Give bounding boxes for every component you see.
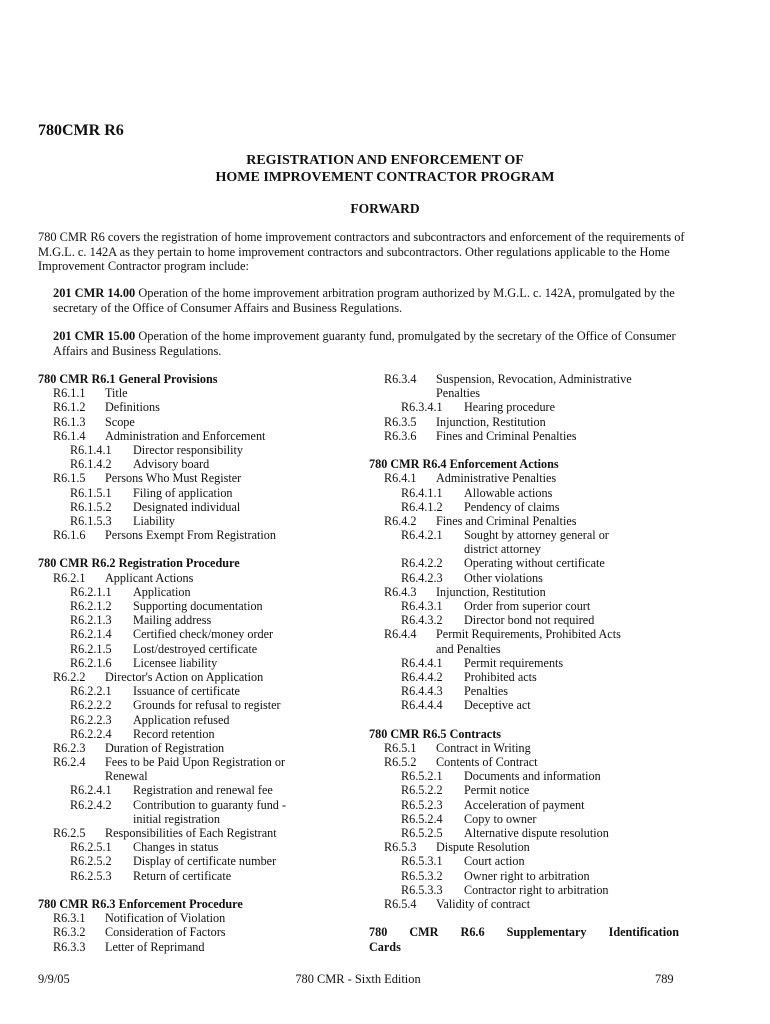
toc-entry-title: Changes in status bbox=[133, 840, 219, 855]
toc-entry-number: R6.3.4.1 bbox=[401, 400, 443, 415]
toc-entry-title: Contents of Contract bbox=[436, 755, 538, 770]
toc-entry bbox=[38, 656, 358, 670]
document-header: 780CMR R6 bbox=[38, 122, 124, 139]
toc-entry bbox=[369, 500, 687, 514]
footer-page-number: 789 bbox=[655, 972, 674, 986]
toc-entry bbox=[38, 713, 358, 727]
toc-entry-title: Validity of contract bbox=[436, 896, 531, 911]
toc-entry-title: Administration and Enforcement bbox=[105, 428, 266, 443]
toc-entry-number: R6.4.2.3 bbox=[401, 570, 443, 585]
toc-entry bbox=[369, 840, 687, 854]
toc-entry bbox=[369, 429, 687, 443]
toc-entry bbox=[38, 415, 358, 429]
toc-entry-number: R6.4.1.1 bbox=[401, 485, 443, 500]
toc-entry bbox=[38, 698, 358, 712]
toc-entry-number: R6.2.1.4 bbox=[70, 627, 112, 642]
toc-entry-number: R6.5.2.3 bbox=[401, 797, 443, 812]
toc-entry bbox=[369, 698, 687, 712]
toc-entry-number: R6.5.2.4 bbox=[401, 811, 443, 826]
toc-entry-number: R6.1.3 bbox=[53, 414, 86, 429]
toc-entry bbox=[38, 514, 358, 528]
toc-entry-title: Contract in Writing bbox=[436, 740, 531, 755]
toc-entry-title: Fees to be Paid Upon Registration or bbox=[105, 755, 286, 770]
toc-entry-title: Notification of Violation bbox=[105, 911, 226, 926]
toc-entry-number: R6.5.2.2 bbox=[401, 783, 443, 798]
toc-entry-continuation: district attorney bbox=[464, 542, 541, 557]
toc-entry-title: Display of certificate number bbox=[133, 854, 277, 869]
toc-entry-number: R6.1.5.2 bbox=[70, 499, 112, 514]
toc-entry-number: R6.5.4 bbox=[384, 896, 417, 911]
toc-entry-title: Designated individual bbox=[133, 499, 241, 514]
toc-entry-title: Lost/destroyed certificate bbox=[133, 641, 258, 656]
toc-entry-title: Pendency of claims bbox=[464, 499, 560, 514]
toc-entry bbox=[38, 940, 358, 954]
toc-entry-number: R6.4.2.2 bbox=[401, 556, 443, 571]
toc-entry-title: Director's Action on Application bbox=[105, 669, 264, 684]
toc-entry-number: R6.1.4 bbox=[53, 428, 86, 443]
toc-entry-number: R6.2.2.4 bbox=[70, 726, 112, 741]
toc-entry bbox=[38, 585, 358, 599]
toc-entry bbox=[369, 755, 687, 769]
toc-entry-title: Other violations bbox=[464, 570, 543, 585]
toc-entry-title: Applicant Actions bbox=[105, 570, 194, 585]
intro-paragraph: 780 CMR R6 covers the registration of home improvement contractors and subcontractors and enforcement of the requirements of M.G.L. c. 142A as they pertain to home improvement contractors and subcontractors. Other regulations applicable to the Home Improvement Contractor program include: bbox=[38, 230, 685, 274]
toc-entry-number: R6.2.1.2 bbox=[70, 599, 112, 613]
regulation-description: Operation of the home improvement arbitration program authorized by M.G.L. c. 142A, promulgated by the secretary of the Office of Consumer Affairs and Business Regulations. bbox=[53, 286, 675, 315]
toc-entry bbox=[369, 528, 687, 542]
toc-entry-title: Administrative Penalties bbox=[436, 471, 557, 486]
toc-entry-number: R6.5.3 bbox=[384, 840, 417, 855]
toc-entry bbox=[38, 925, 358, 939]
toc-entry bbox=[38, 642, 358, 656]
toc-entry bbox=[369, 812, 687, 826]
toc-entry-title: Deceptive act bbox=[464, 698, 531, 713]
toc-entry-title: Allowable actions bbox=[464, 485, 553, 500]
regulation-description: Operation of the home improvement guaranty fund, promulgated by the secretary of the Office of Consumer Affairs and Business Regulations. bbox=[53, 329, 676, 358]
toc-entry bbox=[369, 826, 687, 840]
toc-entry bbox=[369, 798, 687, 812]
toc-entry-title: Fines and Criminal Penalties bbox=[436, 428, 577, 443]
toc-entry-title: Order from superior court bbox=[464, 599, 591, 613]
toc-entry-number: R6.3.4 bbox=[384, 372, 417, 386]
toc-entry-number: R6.1.4.2 bbox=[70, 457, 112, 472]
toc-entry-number: R6.2.5.2 bbox=[70, 854, 112, 869]
toc-entry-title: Responsibilities of Each Registrant bbox=[105, 826, 277, 840]
toc-entry-number: R6.2.1.5 bbox=[70, 641, 112, 656]
toc-entry-number: R6.2.1.6 bbox=[70, 655, 112, 670]
toc-entry bbox=[38, 599, 358, 613]
spacer bbox=[38, 542, 358, 556]
toc-entry-title: Persons Who Must Register bbox=[105, 471, 242, 486]
toc-entry bbox=[38, 741, 358, 755]
toc-entry-title: Hearing procedure bbox=[464, 400, 556, 415]
toc-entry bbox=[38, 486, 358, 500]
toc-entry bbox=[38, 684, 358, 698]
toc-entry bbox=[369, 670, 687, 684]
toc-entry-title: Contribution to guaranty fund - bbox=[133, 797, 286, 812]
toc-entry bbox=[38, 854, 358, 868]
toc-entry-number: R6.4.4.4 bbox=[401, 698, 443, 713]
spacer bbox=[38, 883, 358, 897]
toc-entry-title: Prohibited acts bbox=[464, 669, 537, 684]
toc-entry-title: Injunction, Restitution bbox=[436, 414, 546, 429]
toc-right-column bbox=[369, 372, 687, 954]
toc-entry-title: Copy to owner bbox=[464, 811, 537, 826]
toc-entry-number: R6.4.1 bbox=[384, 471, 417, 486]
toc-entry-number: R6.5.3.3 bbox=[401, 882, 443, 897]
toc-entry bbox=[38, 528, 358, 542]
regulation-code: 201 CMR 14.00 bbox=[53, 286, 136, 300]
toc-section-heading: 780 CMR R6.2 Registration Procedure bbox=[38, 556, 240, 571]
toc-entry bbox=[369, 571, 687, 585]
toc-entry bbox=[38, 443, 358, 457]
toc-section-heading: 780 CMR R6.4 Enforcement Actions bbox=[369, 457, 559, 472]
toc-entry-number: R6.2.2.3 bbox=[70, 712, 112, 727]
toc-entry bbox=[38, 386, 358, 400]
toc-entry bbox=[38, 457, 358, 471]
toc-entry-number: R6.4.1.2 bbox=[401, 499, 443, 514]
toc-entry bbox=[369, 599, 687, 613]
toc-entry bbox=[369, 897, 687, 911]
toc-entry-title: Permit requirements bbox=[464, 655, 564, 670]
toc-entry-title: Consideration of Factors bbox=[105, 925, 226, 940]
regulation-201-cmr-15 bbox=[53, 329, 688, 358]
toc-entry bbox=[38, 869, 358, 883]
toc-entry bbox=[38, 627, 358, 641]
toc-entry-title: Owner right to arbitration bbox=[464, 868, 590, 883]
toc-entry-number: R6.3.1 bbox=[53, 911, 86, 926]
toc-entry bbox=[369, 372, 687, 386]
toc-entry-title: Registration and renewal fee bbox=[133, 783, 273, 798]
toc-entry-title: Injunction, Restitution bbox=[436, 584, 546, 599]
toc-entry-title: Title bbox=[105, 386, 128, 401]
toc-entry-title: Certified check/money order bbox=[133, 627, 274, 642]
toc-entry bbox=[369, 556, 687, 570]
toc-left-column bbox=[38, 372, 358, 954]
toc-entry-number: R6.5.2 bbox=[384, 755, 417, 770]
toc-entry-title: Dispute Resolution bbox=[436, 840, 530, 855]
toc-entry bbox=[369, 684, 687, 698]
regulation-201-cmr-14 bbox=[53, 286, 688, 315]
toc-section-heading: 780 CMR R6.1 General Provisions bbox=[38, 372, 218, 386]
toc-entry-number: R6.2.5.1 bbox=[70, 840, 112, 855]
toc-entry-title: Mailing address bbox=[133, 613, 212, 628]
toc-entry-number: R6.4.4 bbox=[384, 627, 417, 642]
toc-entry-number: R6.3.6 bbox=[384, 428, 417, 443]
footer-date: 9/9/05 bbox=[38, 972, 70, 986]
toc-entry-title: Definitions bbox=[105, 400, 160, 415]
toc-entry-number: R6.2.5 bbox=[53, 826, 86, 840]
toc-section-heading: 780 CMR R6.6 Supplementary Identification bbox=[369, 925, 679, 940]
toc-entry bbox=[369, 656, 687, 670]
toc-entry bbox=[369, 486, 687, 500]
toc-entry-title: Scope bbox=[105, 414, 135, 429]
title-line-1: REGISTRATION AND ENFORCEMENT OF bbox=[246, 153, 524, 168]
toc-entry-number: R6.4.3.1 bbox=[401, 599, 443, 613]
toc-entry-title: Court action bbox=[464, 854, 525, 869]
toc-entry-number: R6.3.5 bbox=[384, 414, 417, 429]
toc-entry-title: Alternative dispute resolution bbox=[464, 826, 609, 840]
toc-entry-title: Grounds for refusal to register bbox=[133, 698, 281, 713]
toc-entry-number: R6.2.2 bbox=[53, 669, 86, 684]
toc-entry-number: R6.3.3 bbox=[53, 939, 86, 954]
toc-entry bbox=[369, 585, 687, 599]
toc-entry bbox=[369, 883, 687, 897]
toc-entry bbox=[369, 400, 687, 414]
toc-entry bbox=[38, 911, 358, 925]
toc-entry-continuation: initial registration bbox=[133, 811, 220, 826]
toc-entry-title: Supporting documentation bbox=[133, 599, 263, 613]
toc-entry-number: R6.1.2 bbox=[53, 400, 86, 415]
toc-entry bbox=[38, 798, 358, 812]
toc-entry-number: R6.2.1.1 bbox=[70, 584, 112, 599]
toc-entry bbox=[38, 727, 358, 741]
toc-entry-title: Duration of Registration bbox=[105, 740, 225, 755]
toc-entry-number: R6.2.2.2 bbox=[70, 698, 112, 713]
toc-entry-title: Director bond not required bbox=[464, 613, 595, 628]
toc-entry-number: R6.4.4.1 bbox=[401, 655, 443, 670]
toc-entry-title: Documents and information bbox=[464, 769, 601, 784]
toc-entry-number: R6.4.2.1 bbox=[401, 528, 443, 543]
footer-edition: 780 CMR - Sixth Edition bbox=[295, 972, 421, 986]
toc-entry-number: R6.5.1 bbox=[384, 740, 417, 755]
toc-entry-number: R6.2.4.1 bbox=[70, 783, 112, 798]
toc-entry-title: Contractor right to arbitration bbox=[464, 882, 609, 897]
toc-entry-number: R6.2.5.3 bbox=[70, 868, 112, 883]
forward-heading: FORWARD bbox=[350, 201, 420, 216]
toc-entry-number: R6.4.3 bbox=[384, 584, 417, 599]
toc-entry-title: Advisory board bbox=[133, 457, 210, 472]
toc-entry-continuation: Penalties bbox=[436, 386, 481, 401]
spacer bbox=[369, 713, 687, 727]
toc-entry-number: R6.5.3.2 bbox=[401, 868, 443, 883]
toc-entry bbox=[38, 783, 358, 797]
toc-entry-number: R6.3.2 bbox=[53, 925, 86, 940]
toc-entry bbox=[38, 840, 358, 854]
toc-entry-number: R6.2.4 bbox=[53, 755, 86, 770]
toc-entry-number: R6.4.3.2 bbox=[401, 613, 443, 628]
toc-entry-title: Permit notice bbox=[464, 783, 530, 798]
toc-entry-title: Director responsibility bbox=[133, 442, 244, 457]
toc-entry bbox=[38, 826, 358, 840]
toc-entry-number: R6.5.2.5 bbox=[401, 826, 443, 840]
toc-entry-title: Operating without certificate bbox=[464, 556, 605, 571]
toc-entry-number: R6.1.1 bbox=[53, 386, 86, 401]
toc-entry-continuation: Renewal bbox=[105, 769, 148, 784]
toc-entry-number: R6.4.4.2 bbox=[401, 669, 443, 684]
toc-entry bbox=[369, 514, 687, 528]
toc-entry-title: Acceleration of payment bbox=[464, 797, 585, 812]
toc-section-heading: 780 CMR R6.5 Contracts bbox=[369, 726, 502, 741]
regulation-code: 201 CMR 15.00 bbox=[53, 329, 136, 343]
toc-entry-title: Licensee liability bbox=[133, 655, 218, 670]
toc-entry-title: Letter of Reprimand bbox=[105, 939, 205, 954]
spacer bbox=[369, 443, 687, 457]
toc-entry-title: Penalties bbox=[464, 684, 509, 699]
toc-entry bbox=[369, 415, 687, 429]
toc-entry-title: Suspension, Revocation, Administrative bbox=[436, 372, 632, 386]
toc-entry bbox=[38, 429, 358, 443]
toc-entry-number: R6.1.6 bbox=[53, 528, 86, 543]
toc-entry-title: Fines and Criminal Penalties bbox=[436, 513, 577, 528]
toc-entry-number: R6.1.5.1 bbox=[70, 485, 112, 500]
toc-entry-number: R6.1.5.3 bbox=[70, 513, 112, 528]
toc-entry bbox=[38, 400, 358, 414]
toc-entry-number: R6.1.4.1 bbox=[70, 442, 112, 457]
toc-entry-number: R6.2.1 bbox=[53, 570, 86, 585]
toc-entry-number: R6.2.4.2 bbox=[70, 797, 112, 812]
toc-entry-number: R6.5.2.1 bbox=[401, 769, 443, 784]
toc-entry-title: Filing of application bbox=[133, 485, 233, 500]
toc-entry bbox=[369, 854, 687, 868]
toc-entry-title: Sought by attorney general or bbox=[464, 528, 609, 543]
toc-entry bbox=[369, 471, 687, 485]
toc-section-heading: 780 CMR R6.3 Enforcement Procedure bbox=[38, 896, 243, 911]
toc-entry bbox=[38, 670, 358, 684]
toc-entry-number: R6.4.4.3 bbox=[401, 684, 443, 699]
toc-entry-title: Persons Exempt From Registration bbox=[105, 528, 276, 543]
toc-entry-title: Issuance of certificate bbox=[133, 684, 240, 699]
toc-entry-title: Application refused bbox=[133, 712, 230, 727]
title-line-2: HOME IMPROVEMENT CONTRACTOR PROGRAM bbox=[215, 170, 555, 185]
toc-entry-number: R6.2.2.1 bbox=[70, 684, 112, 699]
toc-entry-number: R6.4.2 bbox=[384, 513, 417, 528]
toc-entry-title: Permit Requirements, Prohibited Acts bbox=[436, 627, 621, 642]
toc-entry-title: Record retention bbox=[133, 726, 215, 741]
toc-entry bbox=[369, 783, 687, 797]
toc-entry bbox=[38, 471, 358, 485]
toc-entry-title: Application bbox=[133, 584, 191, 599]
toc-entry bbox=[38, 613, 358, 627]
toc-entry bbox=[369, 869, 687, 883]
toc-entry bbox=[38, 500, 358, 514]
toc-entry-number: R6.1.5 bbox=[53, 471, 86, 486]
toc-entry-number: R6.5.3.1 bbox=[401, 854, 443, 869]
toc-entry-continuation: and Penalties bbox=[436, 641, 501, 656]
toc-entry bbox=[369, 769, 687, 783]
toc-entry bbox=[369, 627, 687, 641]
toc-entry bbox=[38, 755, 358, 769]
toc-entry-number: R6.2.1.3 bbox=[70, 613, 112, 628]
spacer bbox=[369, 911, 687, 925]
toc-entry bbox=[369, 613, 687, 627]
toc-entry-title: Liability bbox=[133, 513, 175, 528]
toc-entry-number: R6.2.3 bbox=[53, 740, 86, 755]
toc-entry bbox=[38, 571, 358, 585]
toc-section-heading: Cards bbox=[369, 939, 401, 954]
toc-entry bbox=[369, 741, 687, 755]
toc-entry-title: Return of certificate bbox=[133, 868, 232, 883]
